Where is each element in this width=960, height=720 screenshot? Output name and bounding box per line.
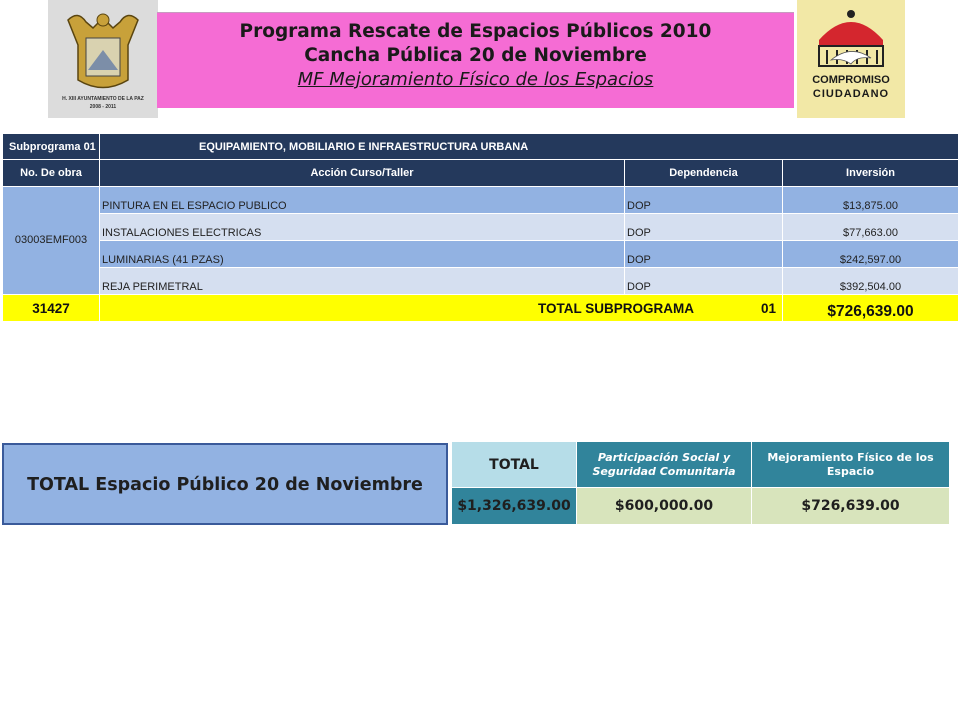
compromiso-ciudadano-logo (797, 0, 905, 118)
total-label: TOTAL SUBPROGRAMA (537, 300, 694, 316)
modality-title: MF Mejoramiento Físico de los Espacios (297, 69, 654, 90)
summary-value-total: $1,326,639.00 (452, 488, 577, 525)
table-row (3, 268, 959, 295)
municipal-coat-of-arms-logo (48, 0, 158, 118)
total-subprogram-number: 01 (760, 300, 776, 316)
accion-cell: INSTALACIONES ELECTRICAS (100, 214, 625, 241)
summary-header-row (452, 442, 950, 488)
logo-caption-years: 2008 - 2011 (89, 104, 117, 110)
summary-value-mejoramiento: $726,639.00 (752, 488, 950, 525)
summary-value-row (452, 488, 950, 525)
site-title: Cancha Pública 20 de Noviembre (304, 45, 647, 66)
obra-number-cell: 03003EMF003 (3, 187, 100, 295)
logo-caption-ayuntamiento: H. XIII AYUNTAMIENTO DE LA PAZ (62, 96, 144, 102)
accion-cell: LUMINARIAS (41 PZAS) (100, 241, 625, 268)
column-header-inversion: Inversión (783, 160, 959, 187)
summary-value-participacion: $600,000.00 (577, 488, 752, 525)
table-row (3, 241, 959, 268)
dependencia-cell: DOP (625, 187, 783, 214)
space-total-label: TOTAL Espacio Público 20 de Noviembre (27, 475, 423, 495)
summary-header-total: TOTAL (452, 442, 577, 488)
inversion-cell: $392,504.00 (783, 268, 959, 295)
column-header-accion: Acción Curso/Taller (100, 160, 625, 187)
summary-table (451, 441, 950, 525)
ciudadano-text: CIUDADANO (812, 88, 890, 100)
column-header-obra: No. De obra (3, 160, 100, 187)
accion-cell: PINTURA EN EL ESPACIO PUBLICO (100, 187, 625, 214)
inversion-cell: $242,597.00 (783, 241, 959, 268)
program-title-banner (157, 12, 794, 108)
total-code-cell: 31427 (3, 295, 100, 322)
dependencia-cell: DOP (625, 214, 783, 241)
summary-header-mejoramiento: Mejoramiento Físico de los Espacio (752, 442, 950, 488)
compromiso-text: COMPROMISO (812, 74, 890, 86)
summary-header-participacion: Participación Social y Seguridad Comunitaria (577, 442, 752, 488)
inversion-cell: $13,875.00 (783, 187, 959, 214)
dependencia-cell: DOP (625, 241, 783, 268)
subprogram-table (2, 133, 959, 322)
total-label-cell (100, 295, 783, 322)
program-title: Programa Rescate de Espacios Públicos 2010 (239, 21, 712, 42)
inversion-cell: $77,663.00 (783, 214, 959, 241)
table-row (3, 214, 959, 241)
column-header-row (3, 160, 959, 187)
subprogram-label: Subprograma 01 (3, 134, 100, 160)
subprogram-total-row (3, 295, 959, 322)
subprogram-name: EQUIPAMIENTO, MOBILIARIO E INFRAESTRUCTURA URBANA (100, 134, 959, 160)
space-total-label-box (2, 443, 448, 525)
dependencia-cell: DOP (625, 268, 783, 295)
column-header-dependencia: Dependencia (625, 160, 783, 187)
accion-cell: REJA PERIMETRAL (100, 268, 625, 295)
table-row (3, 187, 959, 214)
subprogram-header-row (3, 134, 959, 160)
total-amount-cell: $726,639.00 (783, 295, 959, 322)
